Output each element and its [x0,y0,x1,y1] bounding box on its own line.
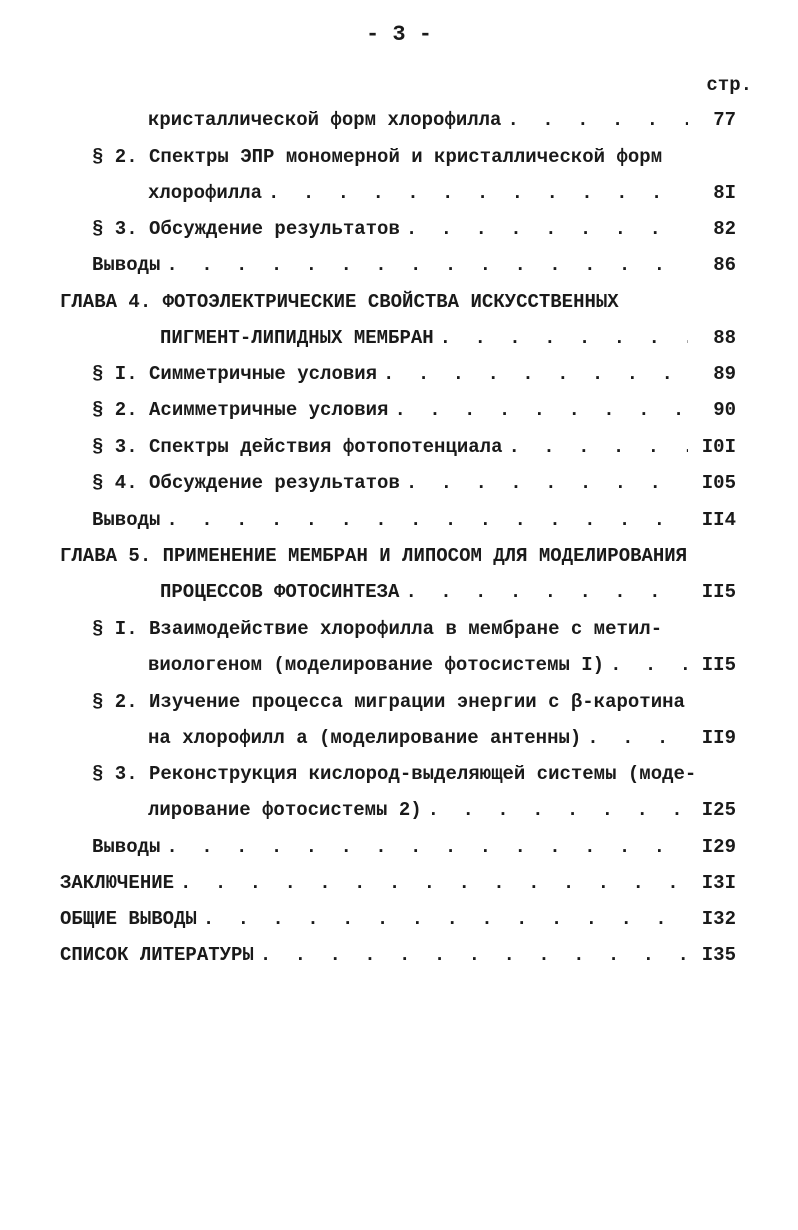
toc-line-text: кристаллической форм хлорофилла [148,109,502,131]
toc-line [92,469,736,497]
toc-line-text: § 3. Спектры действия фотопотенциала [92,436,503,458]
dot-leader [405,578,688,606]
toc-line-page: II9 [701,727,736,749]
toc-line-page: II5 [701,581,736,603]
dot-leader [406,469,688,497]
toc-line [148,796,736,824]
toc-line-page: I0I [701,436,736,458]
toc-line-text: § 2. Асимметричные условия [92,399,389,421]
toc-line [92,433,736,461]
toc-line [60,288,619,316]
dot-leader [383,360,688,388]
toc-line-text: ПИГМЕНТ-ЛИПИДНЫХ МЕМБРАН [160,327,434,349]
dot-leader [268,179,688,207]
toc-line [92,506,736,534]
dot-leader [260,941,688,969]
toc-line-page: I05 [701,472,736,494]
toc-line-text: Выводы [92,254,161,276]
dot-leader [203,905,688,933]
toc-line-page: 8I [713,182,736,204]
toc-line-page: I35 [701,944,736,966]
toc-line-page: I32 [701,908,736,930]
toc-line-page: 88 [713,327,736,349]
toc-line [92,360,736,388]
toc-line [92,833,736,861]
toc-line-page: 89 [713,363,736,385]
dot-leader [440,324,688,352]
page-number: - 3 - [365,22,432,47]
toc-line-text: ПРОЦЕССОВ ФОТОСИНТЕЗА [160,581,400,603]
toc-line-page: 82 [713,218,736,240]
toc-line [148,179,736,207]
toc-line [92,615,662,643]
toc-line-page: I3I [701,872,736,894]
toc-line-page: I29 [701,836,736,858]
dot-leader [610,651,688,679]
dot-leader [406,215,688,243]
dot-leader [507,106,688,134]
dot-leader [180,869,688,897]
dot-leader [508,433,688,461]
dot-leader [428,796,688,824]
toc-line [60,905,736,933]
toc-line [92,251,736,279]
toc-line-text: ГЛАВА 4. ФОТОЭЛЕКТРИЧЕСКИЕ СВОЙСТВА ИСКУССТВЕННЫХ [60,291,619,313]
toc-line [60,869,736,897]
pages-column-label: стр. [706,74,752,96]
toc-line-text: § 3. Реконструкция кислород-выделяющей системы (моде- [92,763,697,785]
toc-line-page: II5 [701,654,736,676]
toc-line-page: 77 [713,109,736,131]
toc-line-text: § 2. Спектры ЭПР мономерной и кристаллической форм [92,146,663,168]
toc-line-page: II4 [701,509,736,531]
toc-line-text: Выводы [92,836,161,858]
dot-leader [394,396,688,424]
dot-leader [587,724,688,752]
toc-line [60,542,687,570]
dot-leader [166,251,688,279]
toc-line-text: ГЛАВА 5. ПРИМЕНЕНИЕ МЕМБРАН И ЛИПОСОМ ДЛЯ МОДЕЛИРОВАНИЯ [60,545,688,567]
toc-line [148,724,736,752]
toc-line [92,215,736,243]
toc-line-text: лирование фотосистемы 2) [148,799,422,821]
toc-line [148,651,736,679]
toc-line-text: СПИСОК ЛИТЕРАТУРЫ [60,944,254,966]
toc-line-text: § I. Симметричные условия [92,363,378,385]
toc-line-text: ЗАКЛЮЧЕНИЕ [60,872,175,894]
toc-line [92,396,736,424]
dot-leader [166,506,688,534]
toc-line-text: виологеном (моделирование фотосистемы I) [148,654,605,676]
toc-line [148,106,736,134]
dot-leader [166,833,688,861]
toc-line-text: § 2. Изучение процесса миграции энергии с β-каротина [92,691,685,713]
toc-line [92,143,662,171]
toc-line-text: Выводы [92,509,161,531]
toc-line-text: на хлорофилл а (моделирование антенны) [148,727,582,749]
toc-line-text: хлорофилла [148,182,263,204]
toc-line-page: I25 [701,799,736,821]
toc-line-text: ОБЩИЕ ВЫВОДЫ [60,908,197,930]
toc-line-page: 86 [713,254,736,276]
toc-line [92,688,685,716]
toc-line-text: § 3. Обсуждение результатов [92,218,400,240]
toc-line [160,324,736,352]
toc-line [92,760,696,788]
toc-line-page: 90 [713,399,736,421]
toc-line-text: § 4. Обсуждение результатов [92,472,400,494]
toc-line [60,941,736,969]
toc-line-text: § I. Взаимодействие хлорофилла в мембране с метил- [92,618,663,640]
toc-line [160,578,736,606]
